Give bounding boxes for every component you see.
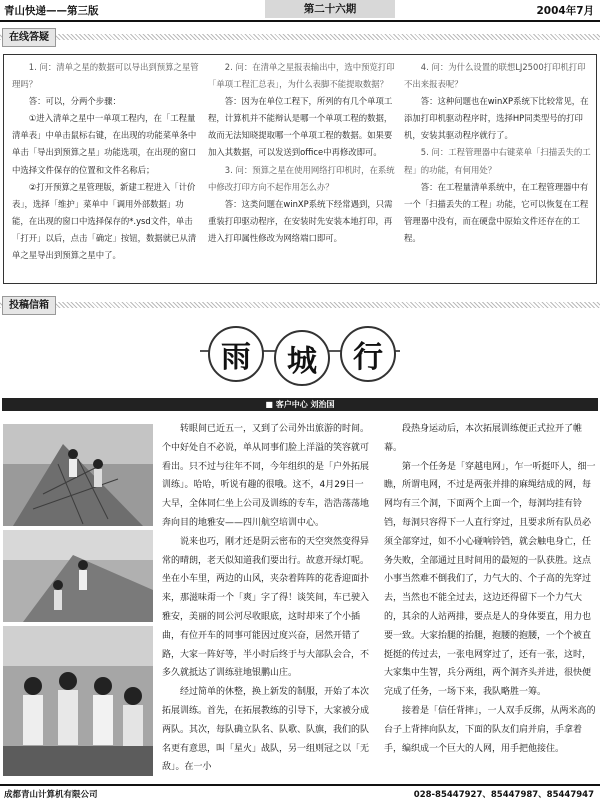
qa-question-3: 3. 问：预算之星在使用网络打印机时，在系统中修改打印方向不起作用怎么办？ xyxy=(208,164,395,192)
article-paragraph: 经过简单的休整，换上新发的制服，开始了本次拓展训练。首先，在拓展教练的引导下，大家被分成两队。其次，每队确立队名、队歌、队旗，我们的队名更有意思，叫「星火」战队，另一组则冠之以「无敌」。在一小 xyxy=(162,687,370,773)
footer-company: 成都青山计算机有限公司 xyxy=(4,790,98,800)
article-paragraph: 接着是「信任背摔」，一人双手反绑，从两米高的台子上背摔向队友，下面的队友们肩并肩，手拿着手，编织成一个巨大的人网，用手把他接住。 xyxy=(384,705,596,754)
issue-number: 第二十六期 xyxy=(265,0,395,18)
article-section-rule xyxy=(0,302,600,308)
header-rule xyxy=(0,20,600,22)
qa-answer-1-step2: ②打开预算之星管理版，新建工程进入「计价表」，选择「维护」菜单中「调用外部数据」功能，在出现的窗口中选择保存的*.ysd文件，单击「打开」以后，点击「确定」按钮，数据就已从清单之星导出到预算之星中了。 xyxy=(12,181,197,261)
article-column-1 xyxy=(162,420,372,777)
qa-question-2: 2. 问：在清单之星报表输出中，选中预览打印「单项工程汇总表」，为什么表脚不能提取数据？ xyxy=(208,62,395,90)
qa-answer-4: 答：这种问题也在winXP系统下比较常见，在添加打印机驱动程序时，选择HP同类型号的打印机，安装其驱动程序就行了。 xyxy=(404,96,589,141)
article-paragraph: 转眼间已近五一，又到了公司外出旅游的时间。个中好处自不必说，单从同事们脸上洋溢的笑容就可看出。只不过与往年不同，今年组织的是「户外拓展训练」。哈哈，听说有趣的很哦。这不，4月29日一大早，全体同仁坐上公司及训练的专车，浩浩荡荡地奔向目的地雅安——四川航空培训中心。 xyxy=(162,424,370,528)
footer-rule xyxy=(0,784,600,786)
qa-answer-2: 答：因为在单位工程下，所列的有几个单项工程，计算机并不能辩认是哪一个单项工程的数据，故而无法知晓提取哪一个单项工程的数据。如果要加入其数据，可以发送到office中再修改即可。 xyxy=(208,96,393,158)
qa-answer-3: 答：这类问题在winXP系统下经常遇到，只需重装打印驱动程序，在安装时先安装本地打印，再进入打印属性修改为网络端口即可。 xyxy=(208,198,393,243)
issue-date: 2004年7月 xyxy=(536,5,594,17)
newsletter-name: 青山快递——第三版 xyxy=(4,5,99,17)
article-title xyxy=(200,322,400,382)
qa-answer-1-step1: ①进入清单之星中一单项工程内，在「工程量清单表」中单击鼠标右键，在出现的功能菜单条中单击「导出到预算之星」功能选项，在出现的窗口中选择文件保存的位置和文件名称后； xyxy=(12,113,197,175)
article-column-2 xyxy=(384,420,596,758)
page-header xyxy=(0,0,600,20)
photo-wall-climb xyxy=(3,530,153,622)
qa-column-3 xyxy=(404,59,592,281)
qa-column-2 xyxy=(208,59,396,281)
qa-section-rule xyxy=(0,34,600,40)
qa-question-5: 5. 问：工程管理器中右键菜单「扫描丢失的工程」的功能，有何用处？ xyxy=(404,147,591,175)
footer-phones: 028-85447927、85447987、85447947 xyxy=(413,790,594,800)
qa-box xyxy=(3,54,597,284)
qa-question-4: 4. 问：为什么设置的联想LJ2500打印机打印不出来报表呢？ xyxy=(404,62,586,90)
article-paragraph: 第一个任务是「穿越电网」，乍一听挺吓人，细一瞧，所谓电网，不过是两张并排的麻绳结成的网，每网均有三个洞，下面两个上面一个，每洞均挂有铃铛，每洞只容得下一人直行穿过，且要求所有队员必须全部穿过，如不小心碰响铃铛，就会触电身亡，任务失败，全部通过且时间用的最短的一队获胜。这点小事当然难不倒我们了，力气大的、个子高的先穿过去，当然也不能全过去，这边还得留下一个力气大的，其余的人站两排，要点是人的身体要直，用力也要一致。大家抬腿的抬腿，抱腰的抱腰，一个个被直挺挺的传过去，一张电网穿过了，还有一张，这时，大家集中生智，兵分两组，两个洞齐头并进，很快便完成了任务，一场下来，我队略胜一筹。 xyxy=(384,461,596,698)
qa-question-1: 1. 问：清单之星的数据可以导出到预算之星管理吗？ xyxy=(12,62,199,90)
title-char-3: 行 xyxy=(340,326,396,382)
article-section-tag: 投稿信箱 xyxy=(2,296,56,315)
article-paragraph: 段热身运动后，本次拓展训练便正式拉开了帷幕。 xyxy=(384,424,583,453)
article-byline: ■ 客户中心 刘治国 xyxy=(2,398,598,411)
photo-trust-fall xyxy=(3,626,153,776)
qa-answer-1-intro: 答：可以，分两个步骤： xyxy=(28,96,121,107)
qa-column-1 xyxy=(12,59,200,281)
photo-climbing-net xyxy=(3,424,153,526)
qa-answer-5: 答：在工程量清单系统中，在工程管理器中有一个「扫描丢失的工程」功能，它可以恢复在工程管理器中没有，而在硬盘中原始文件还存在的工程。 xyxy=(404,181,589,243)
title-char-2: 城 xyxy=(274,330,330,386)
qa-section-tag: 在线答疑 xyxy=(2,28,56,47)
article-paragraph: 说来也巧，刚才还是阴云密布的天空突然变得异常的晴朗，老天似知道我们要出行。故意开绿灯呢。坐在小车里，两边的山风，夹杂着阵阵的花香迎面扑来，那滋味甭一个「爽」字了得！谈笑间，车已驶入雅安，美丽的同公河尽收眼底，这时却来了个小插曲，有位开车的同事可能因过度兴奋，居然开错了路，大家一阵好等，半小时后终于与大部队会合，不多久就抵达了训练驻地银鹏山庄。 xyxy=(162,536,370,679)
title-char-1: 雨 xyxy=(208,326,264,382)
